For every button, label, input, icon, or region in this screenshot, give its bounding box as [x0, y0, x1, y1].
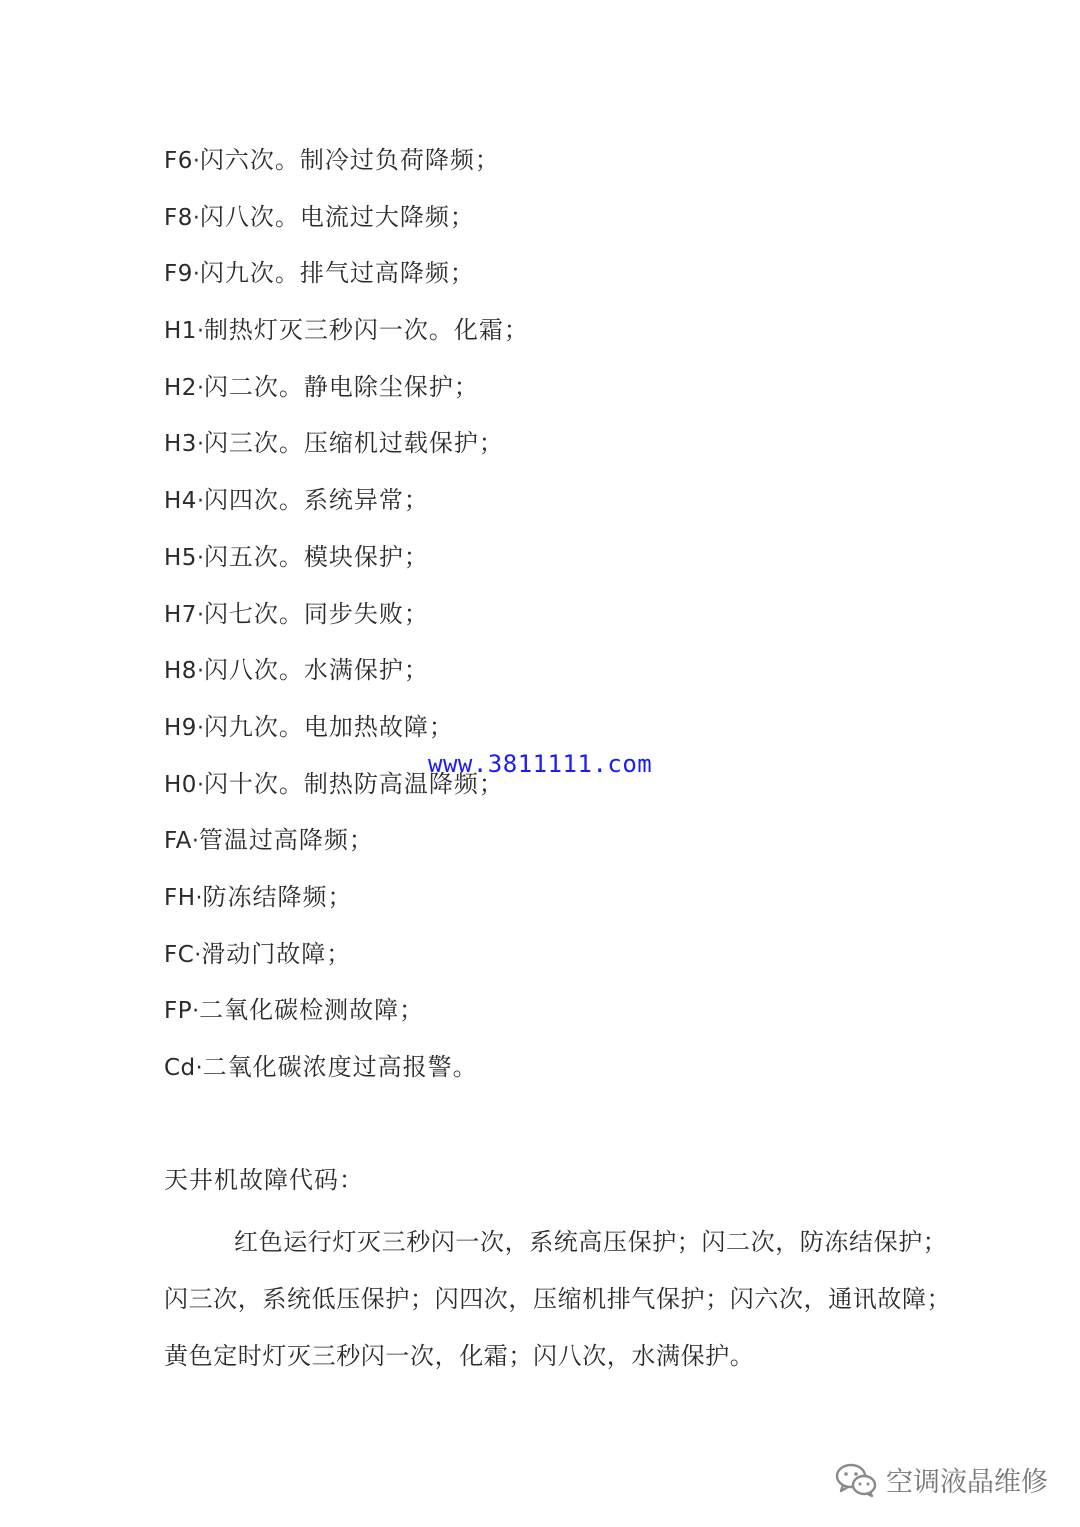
fault-code-item [164, 875, 529, 932]
code-separator: · [196, 659, 204, 685]
fault-code: H4 [164, 488, 197, 515]
code-separator: · [196, 319, 204, 345]
code-separator: · [192, 149, 200, 174]
code-separator: · [192, 205, 200, 231]
fault-description: 闪二次。静电除尘保护； [203, 372, 479, 401]
fault-description: 二氧化碳浓度过高报警。 [202, 1053, 478, 1081]
fault-code-item [164, 478, 529, 535]
fault-code: H8 [164, 658, 197, 685]
fault-description: 闪六次。制冷过负荷降频； [199, 146, 500, 174]
fault-code: H0 [164, 771, 197, 798]
section-paragraph [164, 1214, 952, 1385]
fault-code: FH [164, 884, 196, 911]
fault-code: H9 [164, 714, 197, 741]
fault-code-item [164, 535, 529, 592]
fault-description: 闪七次。同步失败； [203, 599, 429, 628]
fault-code-item [164, 308, 529, 365]
fault-description: 二氧化碳检测故障； [199, 996, 425, 1025]
fault-code: Cd [164, 1055, 196, 1081]
code-separator: · [196, 375, 204, 401]
code-separator: · [194, 942, 202, 968]
fault-code-item [164, 1045, 529, 1102]
fault-code-list [164, 138, 529, 1102]
fault-code-item [164, 988, 529, 1045]
fault-description: 滑动门故障； [201, 939, 352, 968]
fault-description: 闪五次。模块保护； [203, 542, 429, 571]
fault-code: H2 [164, 374, 197, 401]
code-separator: · [192, 999, 200, 1025]
fault-description: 闪九次。电加热故障； [203, 712, 454, 741]
fault-description: 闪八次。电流过大降频； [199, 202, 475, 231]
fault-code: H7 [164, 601, 197, 628]
fault-code-item [164, 251, 529, 308]
fault-code-item [164, 648, 529, 705]
fault-code: H3 [164, 431, 197, 458]
fault-code: H1 [164, 318, 197, 345]
fault-description: 闪十次。制热防高温降频； [203, 769, 504, 798]
code-separator: · [191, 829, 199, 855]
fault-code: F6 [164, 148, 193, 174]
paragraph-line: 红色运行灯灭三秒闪一次，系统高压保护；闪二次，防冻结保护； [234, 1228, 948, 1256]
code-separator: · [196, 545, 204, 571]
fault-description: 闪四次。系统异常； [203, 486, 429, 515]
paragraph-line: 闪三次，系统低压保护；闪四次，压缩机排气保护；闪六次，通讯故障； [164, 1285, 952, 1313]
fault-description: 闪三次。压缩机过载保护； [203, 429, 504, 458]
section-title: 天井机故障代码： [164, 1166, 364, 1194]
fault-code-item [164, 932, 529, 989]
fault-code: F9 [164, 261, 193, 288]
fault-description: 闪八次。水满保护； [203, 656, 429, 685]
fault-code-item [164, 138, 529, 195]
code-separator: · [196, 715, 204, 741]
fault-code-item [164, 818, 529, 875]
fault-description: 防冻结降频； [202, 882, 353, 911]
fault-description: 管温过高降频； [198, 826, 374, 855]
fault-code: H5 [164, 544, 197, 571]
fault-code-item [164, 365, 529, 422]
fault-code-item [164, 421, 529, 478]
brand-footer [834, 1460, 1048, 1499]
brand-name: 空调液晶维修 [886, 1467, 1048, 1498]
code-separator: · [195, 885, 203, 911]
code-separator: · [195, 1056, 203, 1081]
watermark-url: www.3811111.com [428, 750, 653, 778]
fault-code: FP [164, 998, 193, 1025]
paragraph-line: 黄色定时灯灭三秒闪一次，化霜；闪八次，水满保护。 [164, 1342, 755, 1370]
code-separator: · [196, 602, 204, 628]
wechat-icon [834, 1462, 878, 1498]
code-separator: · [196, 432, 204, 458]
code-separator: · [192, 262, 200, 288]
code-separator: · [196, 489, 204, 515]
fault-code-item [164, 195, 529, 252]
fault-description: 闪九次。排气过高降频； [199, 259, 475, 288]
fault-code: FC [164, 941, 195, 968]
fault-code: FA [164, 828, 192, 855]
code-separator: · [196, 772, 204, 798]
fault-description: 制热灯灭三秒闪一次。化霜； [203, 316, 529, 345]
fault-code-item [164, 592, 529, 649]
fault-code: F8 [164, 204, 193, 231]
